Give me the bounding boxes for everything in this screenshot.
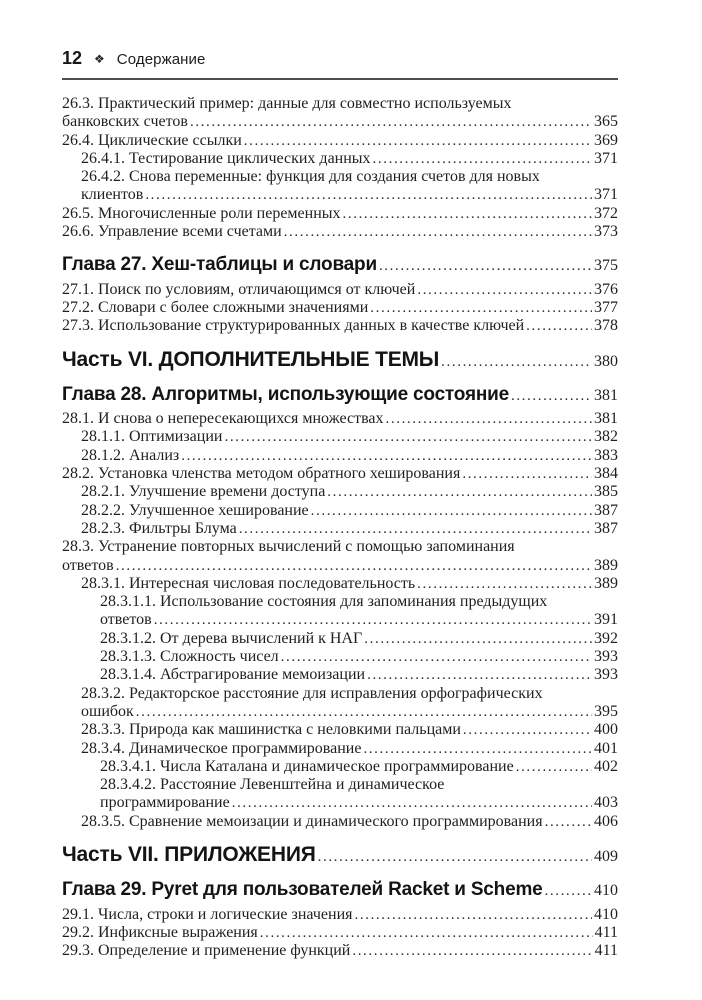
toc-text: 29.1. Числа, строки и логические значения	[62, 905, 353, 923]
toc-entry-line	[62, 95, 618, 113]
toc-entry-line	[62, 794, 618, 812]
dot-leader	[355, 906, 592, 924]
toc-entry-line	[62, 299, 618, 317]
toc-heading-chapter	[62, 256, 618, 275]
toc-entry-line	[62, 924, 618, 942]
toc-entry-line	[62, 630, 618, 648]
toc-text: 26.4.1. Тестирование циклических данных	[81, 149, 371, 167]
toc-entry-line	[62, 150, 618, 168]
toc-entry-line	[62, 703, 618, 721]
toc-page-number: 410	[594, 882, 618, 900]
toc-text: ответов	[100, 611, 152, 629]
toc-text: банковских счетов	[62, 113, 188, 131]
toc-text: 29.2. Инфиксные выражения	[62, 923, 258, 941]
toc-page-number: 376	[594, 280, 618, 298]
toc-page-number: 382	[594, 428, 618, 446]
toc-heading-chapter	[62, 383, 618, 405]
toc-entry-line	[62, 740, 618, 758]
toc-text: 26.4.2. Снова переменные: функция для создания счетов для новых	[81, 168, 540, 186]
running-header-title: Содержание	[116, 51, 206, 68]
toc-page-number: 411	[594, 942, 618, 960]
toc-text: 28.3.1.4. Абстрагирование мемоизации	[100, 666, 366, 684]
dot-leader	[311, 502, 592, 520]
page-number: 12	[62, 48, 83, 68]
toc-page-number: 380	[594, 352, 618, 370]
toc-page-number: 384	[594, 465, 618, 483]
toc-page-number: 375	[594, 257, 618, 275]
dot-leader	[370, 299, 592, 317]
toc-entry-line	[62, 447, 618, 465]
toc-text: 28.3.1. Интересная числовая последовательность	[81, 574, 416, 592]
toc-page-number: 409	[594, 847, 618, 865]
dot-leader	[417, 575, 592, 593]
toc-text: 28.2.1. Улучшение времени доступа	[81, 483, 326, 501]
toc-entry-line	[62, 813, 618, 831]
toc-text: 26.5. Многочисленные роли переменных	[62, 204, 341, 222]
toc-entry-line	[62, 132, 618, 150]
toc-page-number: 395	[594, 702, 618, 720]
toc-text: ошибок	[81, 702, 134, 720]
dot-leader	[379, 257, 592, 275]
toc-text: клиентов	[81, 186, 144, 204]
toc-entry-line	[62, 906, 618, 924]
toc-text: Часть VII. ПРИЛОЖЕНИЯ	[62, 842, 316, 866]
toc-text: 28.2.3. Фильтры Блума	[81, 519, 237, 537]
dot-leader	[526, 317, 592, 335]
toc-text: 28.1.2. Анализ	[81, 446, 180, 464]
toc-entry-line	[62, 538, 618, 556]
toc-list	[62, 95, 618, 960]
toc-entry-line	[62, 648, 618, 666]
dot-leader	[116, 557, 592, 575]
dot-leader	[239, 520, 592, 538]
toc-page-number: 389	[594, 556, 618, 574]
dot-leader	[343, 205, 592, 223]
toc-page-number: 393	[594, 648, 618, 666]
toc-entry-line	[62, 502, 618, 520]
running-header	[62, 48, 618, 80]
toc-text: 28.3.2. Редакторское расстояние для исправления орфографических	[81, 684, 543, 702]
toc-text: 28.2. Установка членства методом обратного хеширования	[62, 465, 461, 483]
toc-text: 28.3.1.3. Сложность чисел	[100, 648, 279, 666]
toc-text: 28.1.1. Оптимизации	[81, 428, 223, 446]
toc-page-number: 400	[594, 721, 618, 739]
toc-page-number: 371	[594, 186, 618, 204]
toc-text: 28.3. Устранение повторных вычислений с помощью запоминания	[62, 538, 515, 556]
dot-leader	[181, 447, 592, 465]
dot-leader	[260, 924, 593, 942]
toc-entry-line	[62, 168, 618, 186]
dot-leader	[373, 150, 592, 168]
toc-entry-line	[62, 611, 618, 629]
toc-text: Глава 28. Алгоритмы, использующие состояние	[62, 383, 509, 405]
toc-page-number: 411	[594, 923, 618, 941]
toc-entry-line	[62, 428, 618, 446]
dot-leader	[417, 281, 592, 299]
dot-leader	[462, 465, 592, 483]
dot-leader	[244, 132, 592, 150]
toc-text: 28.3.4. Динамическое программирование	[81, 739, 362, 757]
toc-page-number: 383	[594, 446, 618, 464]
toc-page-number: 392	[594, 629, 618, 647]
toc-page-number: 401	[594, 739, 618, 757]
toc-page-number: 377	[594, 298, 618, 316]
toc-page-number: 389	[594, 574, 618, 592]
toc-text: 27.1. Поиск по условиям, отличающимся от ключей	[62, 280, 416, 298]
dot-leader	[364, 630, 592, 648]
toc-entry-line	[62, 575, 618, 593]
toc-text: Глава 29. Pyret для пользователей Racket и Scheme	[62, 879, 543, 901]
dot-leader	[224, 428, 592, 446]
diamond-icon: ❖	[94, 52, 105, 66]
toc-entry-line	[62, 186, 618, 204]
toc-entry-line	[62, 942, 618, 960]
dot-leader	[232, 794, 592, 812]
toc-page-number: 410	[594, 905, 618, 923]
dot-leader	[545, 882, 592, 900]
toc-page-number: 393	[594, 666, 618, 684]
toc-entry-line	[62, 520, 618, 538]
toc-entry-line	[62, 281, 618, 299]
toc-entry-line	[62, 483, 618, 501]
dot-leader	[136, 703, 592, 721]
dot-leader	[154, 611, 592, 629]
toc-entry-line	[62, 465, 618, 483]
toc-text: 26.6. Управление всеми счетами	[62, 223, 282, 241]
toc-text: 28.3.4.1. Числа Каталана и динамическое программирование	[100, 757, 514, 775]
toc-page-number: 373	[594, 223, 618, 241]
toc-entry-line	[62, 113, 618, 131]
dot-leader	[281, 648, 592, 666]
toc-entry-line	[62, 721, 618, 739]
toc-entry-line	[62, 317, 618, 335]
toc-page-number: 378	[594, 317, 618, 335]
toc-page-number: 391	[594, 611, 618, 629]
toc-text: 28.3.1.1. Использование состояния для запоминания предыдущих	[100, 593, 548, 611]
dot-leader	[441, 353, 592, 371]
toc-entry-line	[62, 776, 618, 794]
toc-text: 29.3. Определение и применение функций	[62, 942, 351, 960]
toc-text: 28.1. И снова о непересекающихся множествах	[62, 410, 384, 428]
toc-page-number: 372	[594, 204, 618, 222]
toc-entry-line	[62, 557, 618, 575]
toc-text: Глава 27. Хеш-таблицы и словари	[62, 254, 377, 276]
toc-text: 28.3.4.2. Расстояние Левенштейна и динамическое	[100, 776, 445, 794]
dot-leader	[516, 758, 592, 776]
toc-text: 27.3. Использование структурированных данных в качестве ключей	[62, 317, 525, 335]
toc-text: 26.4. Циклические ссылки	[62, 131, 242, 149]
toc-heading-part	[62, 842, 618, 866]
toc-text: 26.3. Практический пример: данные для совместно используемых	[62, 95, 512, 112]
toc-text: 28.3.1.2. От дерева вычислений к НАГ	[100, 629, 363, 647]
dot-leader	[463, 721, 592, 739]
toc-page-number: 371	[594, 149, 618, 167]
toc-entry-line	[62, 685, 618, 703]
dot-leader	[352, 942, 592, 960]
toc-page-number: 387	[594, 519, 618, 537]
toc-page-number: 403	[594, 794, 618, 812]
toc-heading-part	[62, 347, 618, 371]
dot-leader	[363, 740, 592, 758]
toc-page-number: 365	[594, 113, 618, 131]
toc-entry-line	[62, 666, 618, 684]
dot-leader	[318, 848, 592, 866]
toc-page-number: 406	[594, 812, 618, 830]
toc-text: 28.3.3. Природа как машинистка с неловкими пальцами	[81, 721, 461, 739]
dot-leader	[145, 186, 592, 204]
toc-text: 28.2.2. Улучшенное хеширование	[81, 501, 309, 519]
toc-page-number: 387	[594, 501, 618, 519]
toc-entry-line	[62, 205, 618, 223]
dot-leader	[190, 113, 592, 131]
dot-leader	[545, 813, 592, 831]
dot-leader	[511, 387, 592, 405]
dot-leader	[327, 483, 592, 501]
toc-entry-line	[62, 758, 618, 776]
toc-entry-line	[62, 223, 618, 241]
toc-text: программирование	[100, 794, 230, 812]
toc-page-number: 381	[594, 386, 618, 404]
toc-entry-line	[62, 593, 618, 611]
toc-page-number: 381	[594, 410, 618, 428]
toc-text: 27.2. Словари с более сложными значениями	[62, 298, 369, 316]
toc-entry-line	[62, 410, 618, 428]
toc-text: 28.3.5. Сравнение мемоизации и динамического программирования	[81, 812, 543, 830]
dot-leader	[386, 410, 592, 428]
toc-page-number: 385	[594, 483, 618, 501]
toc-text: Часть VI. ДОПОЛНИТЕЛЬНЫЕ ТЕМЫ	[62, 347, 440, 371]
toc-page-number: 369	[594, 131, 618, 149]
dot-leader	[367, 666, 592, 684]
toc-text: ответов	[62, 556, 114, 574]
toc-heading-chapter	[62, 881, 618, 900]
toc-page-number: 402	[594, 757, 618, 775]
dot-leader	[284, 223, 592, 241]
